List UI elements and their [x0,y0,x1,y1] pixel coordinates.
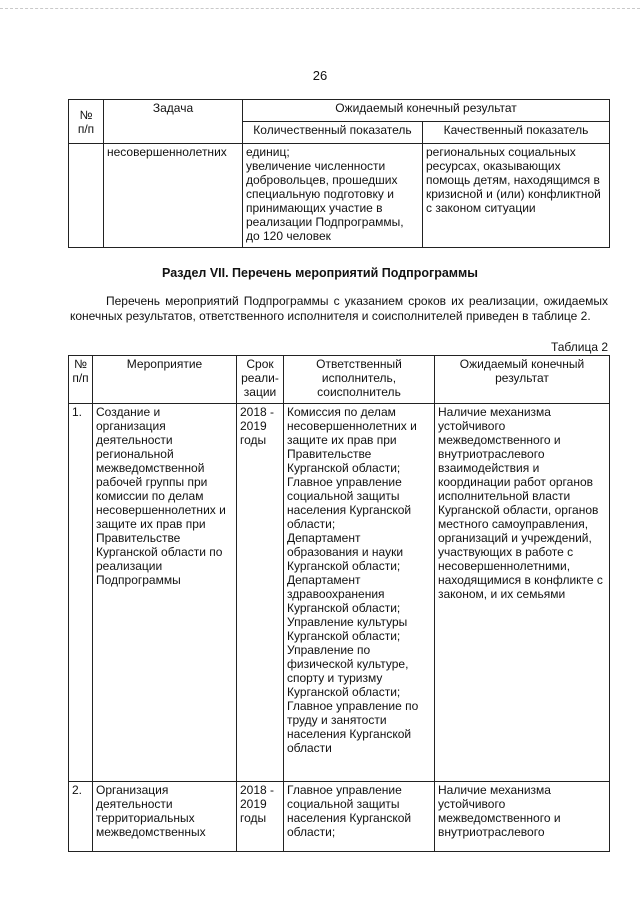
header-term: Срок реали- зации [237,356,284,404]
header-qualitative: Качественный показатель [423,122,610,144]
row-responsible: Комиссия по делам несовершеннолетних и защите их прав при Правительстве Курганской области; Главное управление социальной защиты населения Курганской области; Департамент образования и науки Курганской области; Департамент здравоохранения Курганской области; Управление культуры Курганской области; Управление по физической культуре, спорту и туризму Курганской области; Главное управление по труду и занятости населения Курганской области [284,404,435,782]
table-row [69,404,610,782]
table-cell-num [69,144,104,248]
header-event: Мероприятие [93,356,237,404]
header-quantitative: Количественный показатель [243,122,423,144]
intro-paragraph: Перечень мероприятий Подпрограммы с указанием сроков их реализации, ожидаемых конечных результатов, ответственного исполнителя и соисполнителей приведен в таблице 2. [70,294,608,323]
section-heading: Раздел VII. Перечень мероприятий Подпрограммы [162,266,478,280]
table-cell-task: несовершеннолетних [104,144,243,248]
events-table [68,355,610,852]
table-cell-qualitative: региональных социальных ресурсах, оказывающих помощь детям, находящимся в кризисной и (или) конфликтной с законом ситуации [423,144,610,248]
row-event: Создание и организация деятельности региональной межведомственной рабочей группы при комиссии по делам несовершеннолетних и защите их прав при Правительстве Курганской области по реализации Подпрограммы [93,404,237,782]
row-num: 1. [69,404,93,782]
table-caption: Таблица 2 [550,340,608,354]
header-result: Ожидаемый конечный результат [435,356,610,404]
row-term: 2018 - 2019 годы [237,404,284,782]
table-row [69,782,610,852]
table-cell-quantitative: единиц; увеличение численности добровольцев, прошедших специальную подготовку и принимающих участие в реализации Подпрограммы, до 120 человек [243,144,423,248]
row-responsible: Главное управление социальной защиты населения Курганской области; [284,782,435,852]
header-task: Задача [104,100,243,144]
page-top-border [0,8,640,9]
row-event: Организация деятельности территориальных межведомственных [93,782,237,852]
results-table [68,99,610,248]
row-result: Наличие механизма устойчивого межведомственного и внутриотраслевого взаимодействия и координации работ органов исполнительной власти Курганской области, органов местного самоуправления, организаций и учреждений, участвующих в работе с несовершеннолетними, находящимися в конфликте с законом, и их семьями [435,404,610,782]
row-result: Наличие механизма устойчивого межведомственного и внутриотраслевого [435,782,610,852]
header-expected-result: Ожидаемый конечный результат [243,100,610,122]
page-number: 26 [312,68,328,83]
header-num: № п/п [69,100,104,144]
row-num: 2. [69,782,93,852]
header-responsible: Ответственный исполнитель, соисполнитель [284,356,435,404]
row-term: 2018 - 2019 годы [237,782,284,852]
header-num: № п/п [69,356,93,404]
